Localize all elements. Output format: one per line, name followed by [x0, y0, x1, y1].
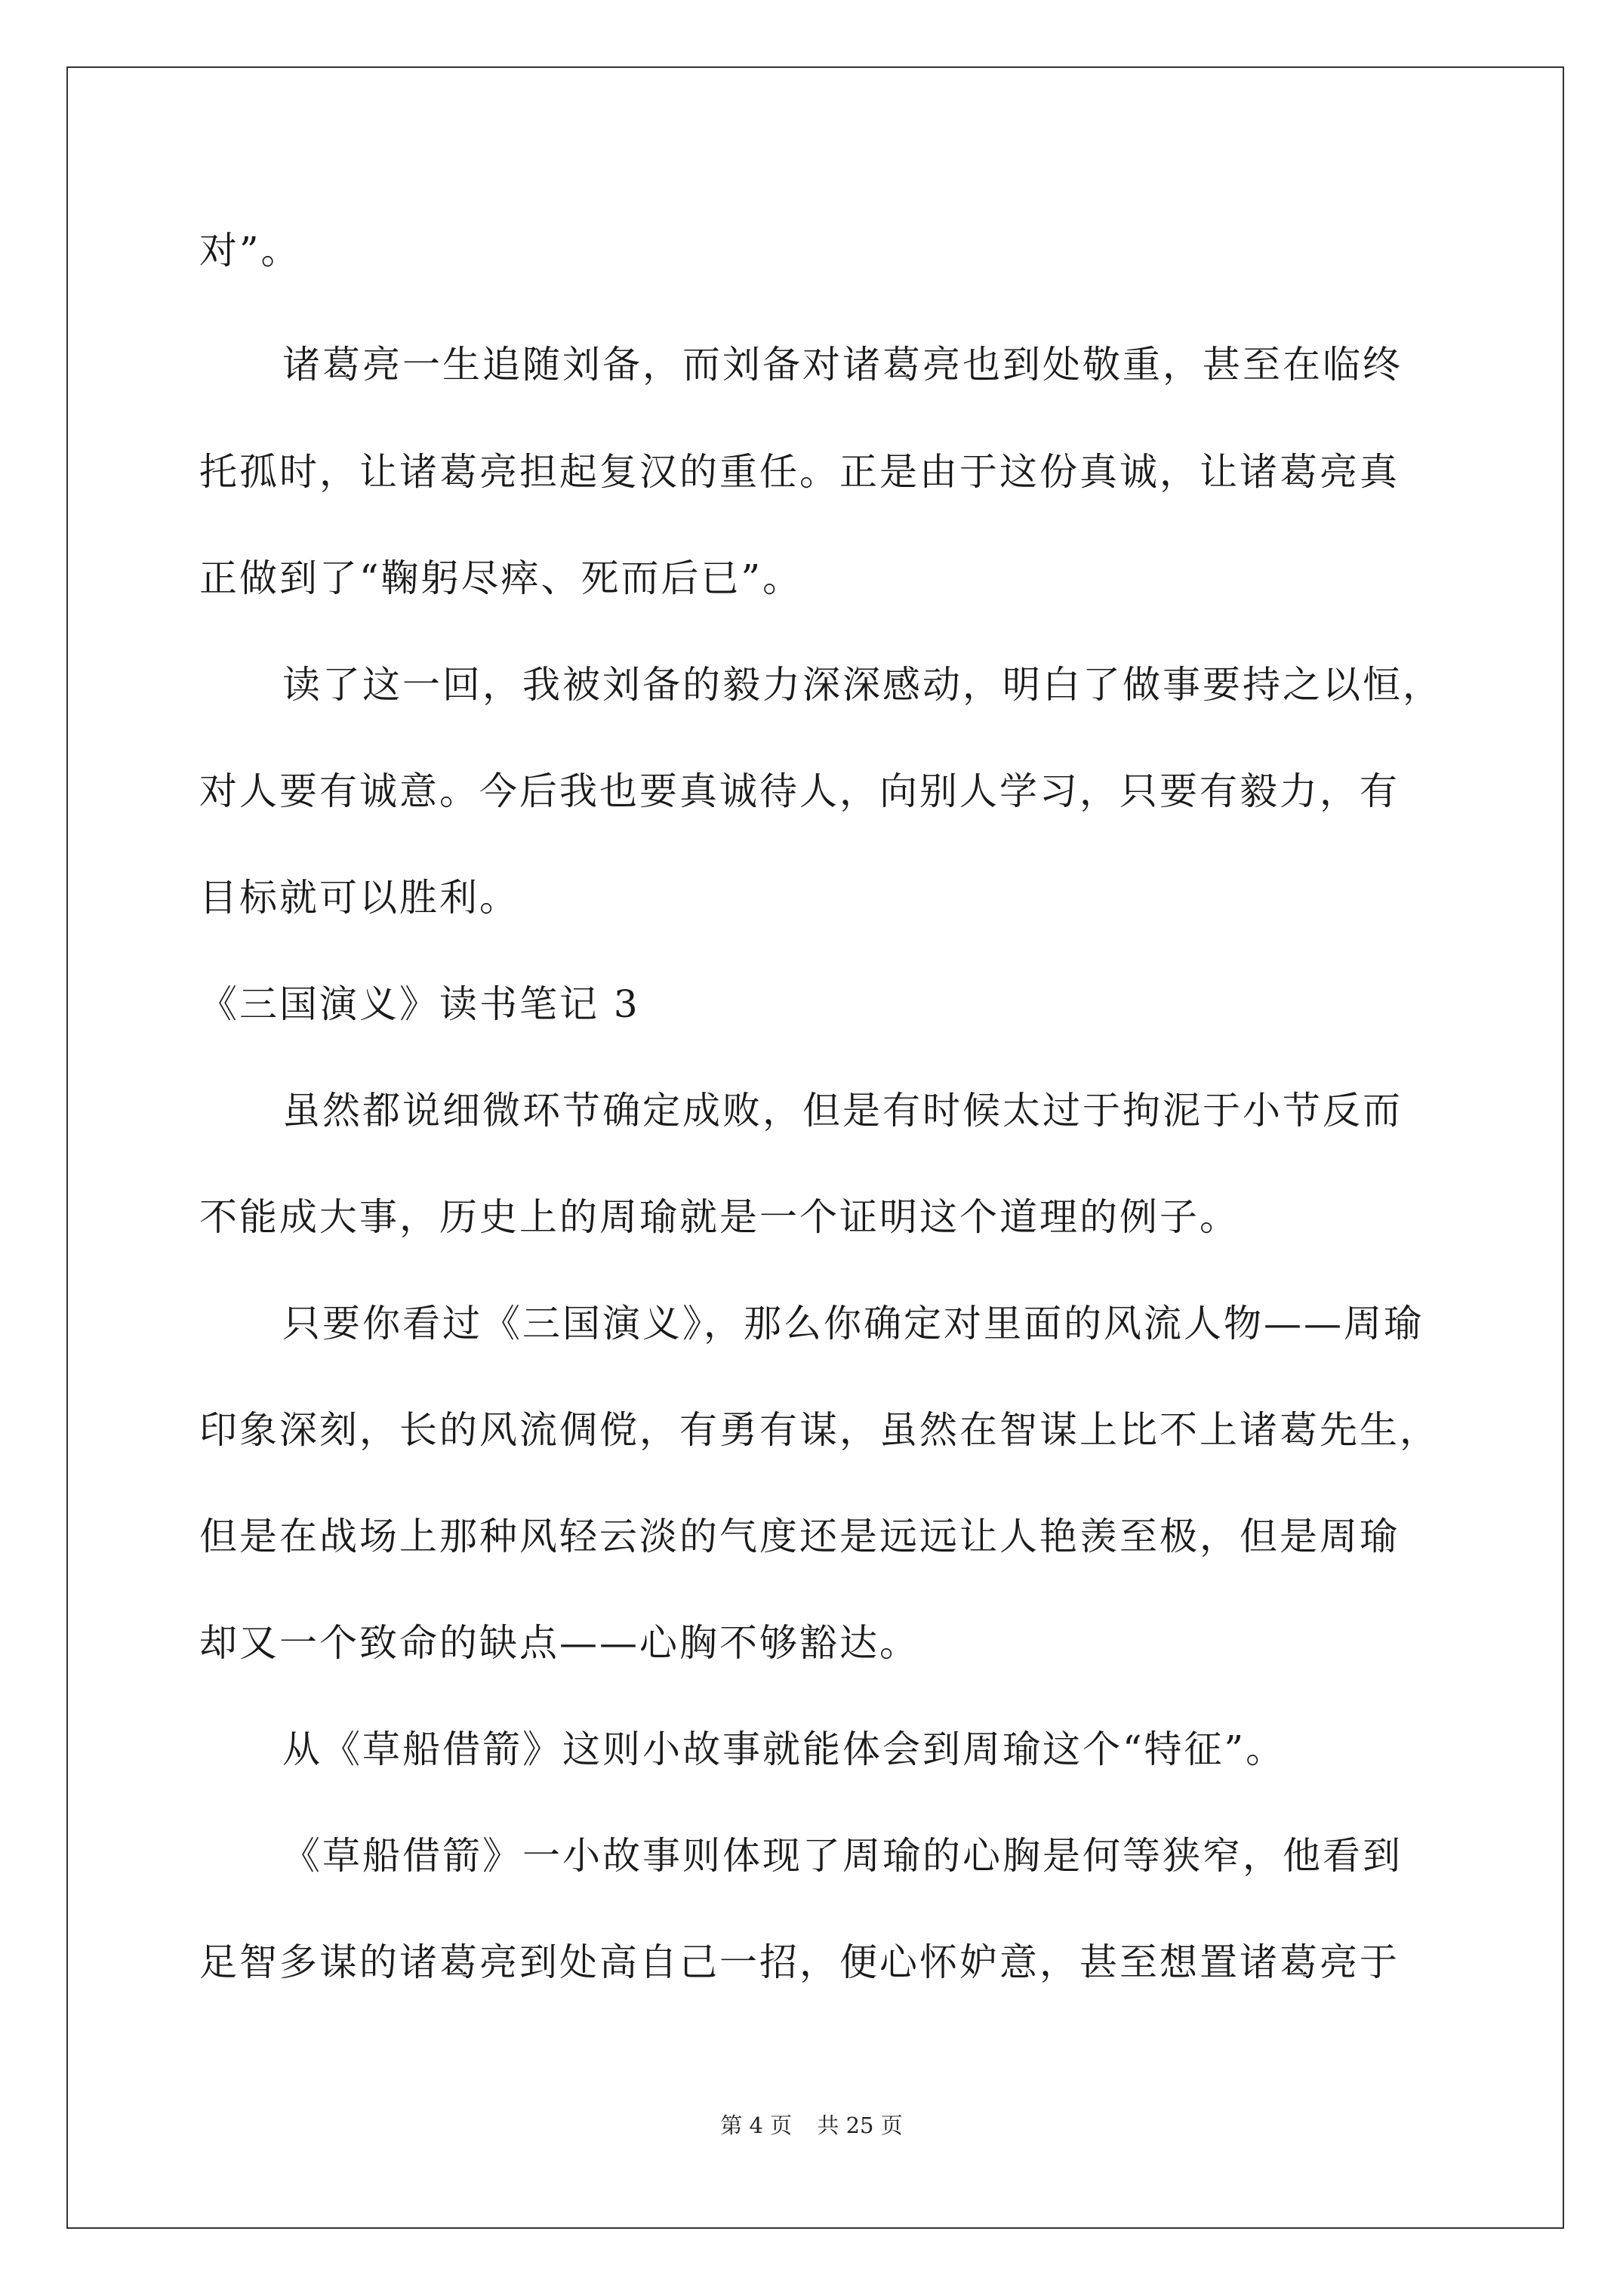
text-line-17: 足智多谋的诸葛亮到处高自己一招，便心怀妒意，甚至想置诸葛亮于: [199, 1940, 1400, 1984]
page-footer: [0, 2110, 1623, 2140]
text-line-3: 托孤时，让诸葛亮担起复汉的重任。正是由于这份真诚，让诸葛亮真: [199, 450, 1400, 494]
text-line-9: 虽然都说细微环节确定成败，但是有时候太过于拘泥于小节反而: [282, 1089, 1403, 1133]
text-line-6: 对人要有诚意。今后我也要真诚待人，向别人学习，只要有毅力，有: [199, 769, 1400, 813]
text-line-15: 从《草船借箭》这则小故事就能体会到周瑜这个“特征”。: [282, 1727, 1286, 1771]
text-line-13: 但是在战场上那种风轻云淡的气度还是远远让人艳羡至极，但是周瑜: [199, 1515, 1400, 1558]
page-border: [66, 66, 1564, 2229]
page-number: 第 4 页: [720, 2113, 793, 2138]
text-line-11: 只要你看过《三国演义》，那么你确定对里面的风流人物——周瑜: [282, 1302, 1424, 1345]
text-line-12: 印象深刻，长的风流倜傥，有勇有谋，虽然在智谋上比不上诸葛先生，: [199, 1408, 1440, 1452]
section-heading: 《三国演义》读书笔记 3: [199, 982, 640, 1026]
text-line-1: 对”。: [199, 229, 301, 273]
text-line-16: 《草船借箭》一小故事则体现了周瑜的心胸是何等狭窄，他看到: [282, 1834, 1403, 1878]
text-line-7: 目标就可以胜利。: [199, 876, 519, 920]
text-line-10: 不能成大事，历史上的周瑜就是一个证明这个道理的例子。: [199, 1195, 1240, 1239]
text-line-2: 诸葛亮一生追随刘备，而刘备对诸葛亮也到处敬重，甚至在临终: [282, 343, 1403, 387]
text-line-5: 读了这一回，我被刘备的毅力深深感动，明白了做事要持之以恒，: [282, 663, 1443, 707]
text-line-14: 却又一个致命的缺点——心胸不够豁达。: [199, 1621, 919, 1665]
text-line-4: 正做到了“鞠躬尽瘁、死而后已”。: [199, 556, 803, 600]
page-total: 共 25 页: [817, 2113, 903, 2138]
